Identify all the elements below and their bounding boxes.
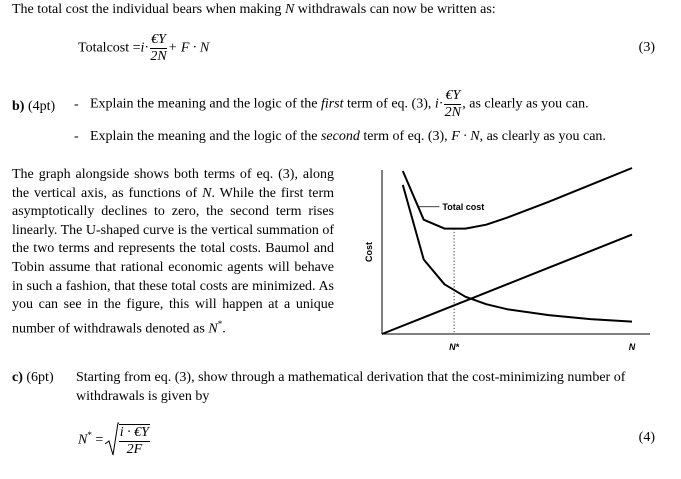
equation-4: N* = $\frac{i \cdot €Y}{2F}$ [78,424,151,457]
equation-4-number: (4) [638,430,655,445]
series-layer [382,168,632,334]
part-b-bullet-1: - Explain the meaning and the logic of the first term of eq. (3), i· $\frac{€Y}{2N}$ , as clearly as you can. [74,88,589,120]
total-cost-label: Total cost [442,201,485,212]
bullet-dash: - [74,96,79,112]
part-b-bullet-2: - Explain the meaning and the logic of the second term of eq. (3), F · N, as clearly as you can. [74,129,606,144]
part-c-label: c) (6pt) [12,370,54,385]
first-term-curve [403,185,632,322]
equation-3: Totalcost =i· $\frac{€Y}{2N}$ + F · N [78,32,210,64]
x-tick-n: N [628,342,636,352]
x-tick-n-star: N* [449,342,460,352]
total-cost-curve [403,168,632,229]
equation-3-number: (3) [638,40,655,55]
eq4-fraction: $\frac{i \cdot €Y}{2F}$ [119,425,149,457]
cost-chart [360,160,660,360]
part-c-line-2: withdrawals is given by [76,389,210,404]
y-axis-label: Cost [364,242,374,262]
square-root [107,424,151,457]
radical-sign-icon [105,422,119,458]
bullet-1-fraction: $\frac{€Y}{2N}$ [444,88,461,120]
part-b-label: b) (4pt) [12,99,56,114]
graph-description-paragraph: The graph alongside shows both terms of eq. (3), along the vertical axis, as functions of N. While the first term asymptotically declines to zero, the second term rises linearly. The U-shaped curve is the vertical summation of the two terms and represents the total costs. Baumol and Tobin assume that rational economic agents will behave in such a fashion, that these total costs are minimized. As you can see in the figure, this will happen at a unique number of withdrawals denoted as N*. [12,167,334,337]
eq3-fraction: $\frac{€Y}{2N}$ [150,32,167,64]
bullet-dash: - [74,129,79,144]
intro-line: The total cost the individual bears when making N withdrawals can now be written as: [12,2,496,17]
eq3-lhs: Totalcost [78,40,130,56]
part-c-line-1: Starting from eq. (3), show through a mathematical derivation that the cost-minimizing number of [76,370,626,385]
